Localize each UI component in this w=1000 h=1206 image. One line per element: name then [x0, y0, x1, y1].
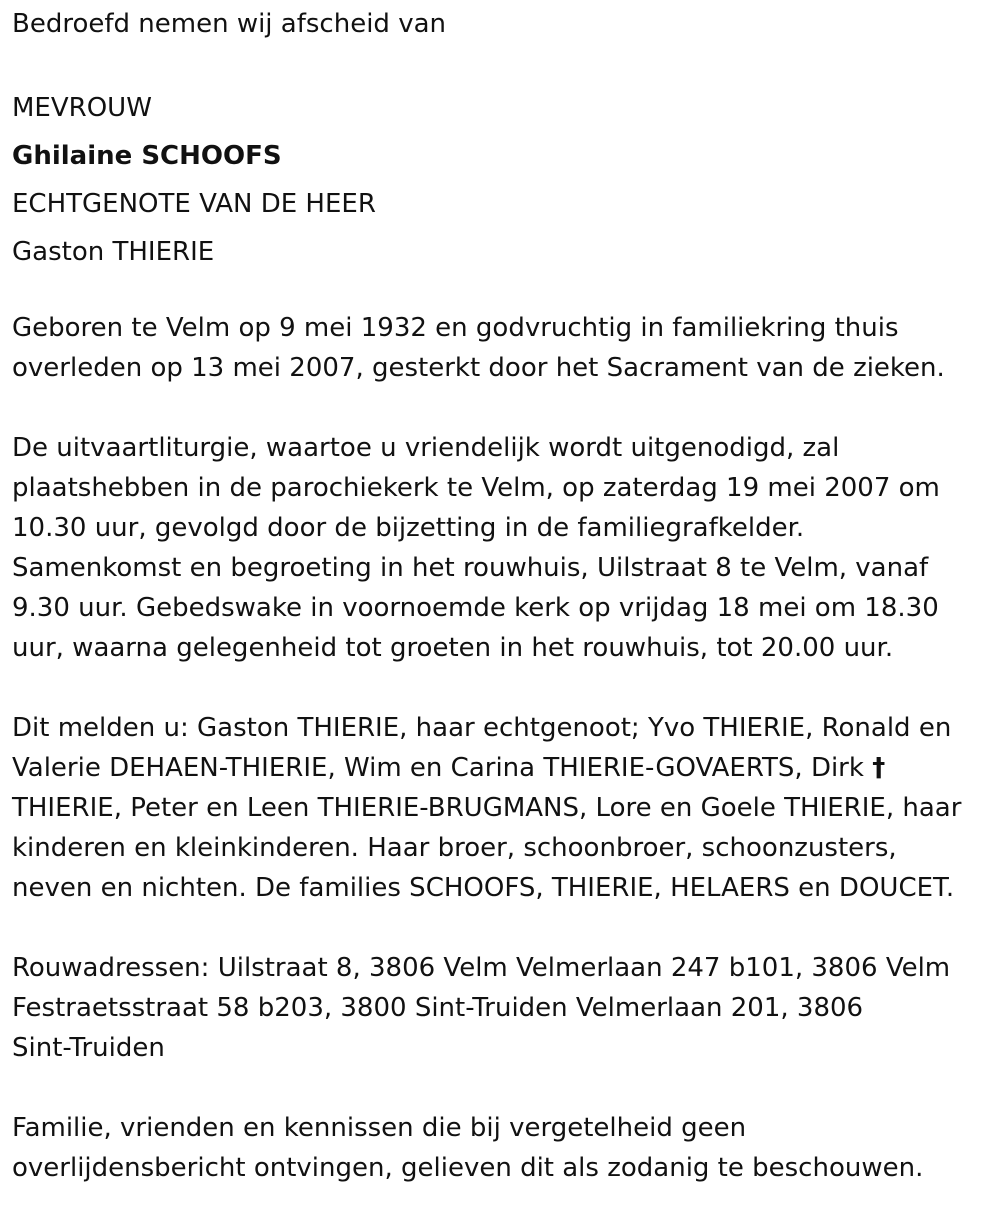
- spacer: [12, 388, 988, 428]
- spacer: [12, 908, 988, 948]
- paragraph-line: uur, waarna gelegenheid tot groeten in het rouwhuis, tot 20.00 uur.: [12, 633, 894, 663]
- paragraph-line: Rouwadressen: Uilstraat 8, 3806 Velm Velmerlaan 247 b101, 3806 Velm: [12, 953, 951, 983]
- paragraph-line: 9.30 uur. Gebedswake in voornoemde kerk op vrijdag 18 mei om 18.30: [12, 593, 939, 623]
- funeral-paragraph: [12, 428, 988, 668]
- paragraph-line: Sint-Truiden: [12, 1033, 165, 1063]
- spacer: [12, 44, 988, 84]
- paragraph-line: Dit melden u: Gaston THIERIE, haar echtgenoot; Yvo THIERIE, Ronald en: [12, 713, 952, 743]
- spacer: [12, 276, 988, 308]
- paragraph-line: kinderen en kleinkinderen. Haar broer, schoonbroer, schoonzusters,: [12, 833, 897, 863]
- closing-paragraph: [12, 1108, 988, 1188]
- title-text: MEVROUW: [12, 93, 152, 123]
- paragraph-line: Samenkomst en begroeting in het rouwhuis, Uilstraat 8 te Velm, vanaf: [12, 553, 929, 583]
- paragraph-line: plaatshebben in de parochiekerk te Velm, op zaterdag 19 mei 2007 om: [12, 473, 940, 503]
- birth-death-paragraph: [12, 308, 988, 388]
- paragraph-line: 10.30 uur, gevolgd door de bijzetting in de familiegrafkelder.: [12, 513, 805, 543]
- paragraph-line: De uitvaartliturgie, waartoe u vriendelijk wordt uitgenodigd, zal: [12, 433, 840, 463]
- paragraph-line: [12, 748, 988, 788]
- family-paragraph: [12, 708, 988, 908]
- family-line-text: Valerie DEHAEN-THIERIE, Wim en Carina THIERIE-GOVAERTS, Dirk: [12, 753, 864, 783]
- paragraph-line: overleden op 13 mei 2007, gesterkt door het Sacrament van de zieken.: [12, 353, 945, 383]
- spacer: [12, 1068, 988, 1108]
- cross-icon: †: [872, 753, 886, 783]
- paragraph-line: THIERIE, Peter en Leen THIERIE-BRUGMANS, Lore en Goele THIERIE, haar: [12, 793, 962, 823]
- paragraph-line: overlijdensbericht ontvingen, gelieven dit als zodanig te beschouwen.: [12, 1153, 924, 1183]
- deceased-name: Ghilaine SCHOOFS: [12, 141, 282, 171]
- addresses-paragraph: [12, 948, 988, 1068]
- paragraph-line: Familie, vrienden en kennissen die bij vergetelheid geen: [12, 1113, 747, 1143]
- spouse-label: ECHTGENOTE VAN DE HEER: [12, 189, 376, 219]
- spacer: [12, 668, 988, 708]
- paragraph-line: Festraetsstraat 58 b203, 3800 Sint-Truiden Velmerlaan 201, 3806: [12, 993, 864, 1023]
- paragraph-line: Geboren te Velm op 9 mei 1932 en godvruchtig in familiekring thuis: [12, 313, 899, 343]
- spouse-name: Gaston THIERIE: [12, 237, 215, 267]
- deceased-block: [12, 84, 988, 276]
- intro-text: Bedroefd nemen wij afscheid van: [12, 9, 446, 39]
- paragraph-line: neven en nichten. De families SCHOOFS, THIERIE, HELAERS en DOUCET.: [12, 873, 955, 903]
